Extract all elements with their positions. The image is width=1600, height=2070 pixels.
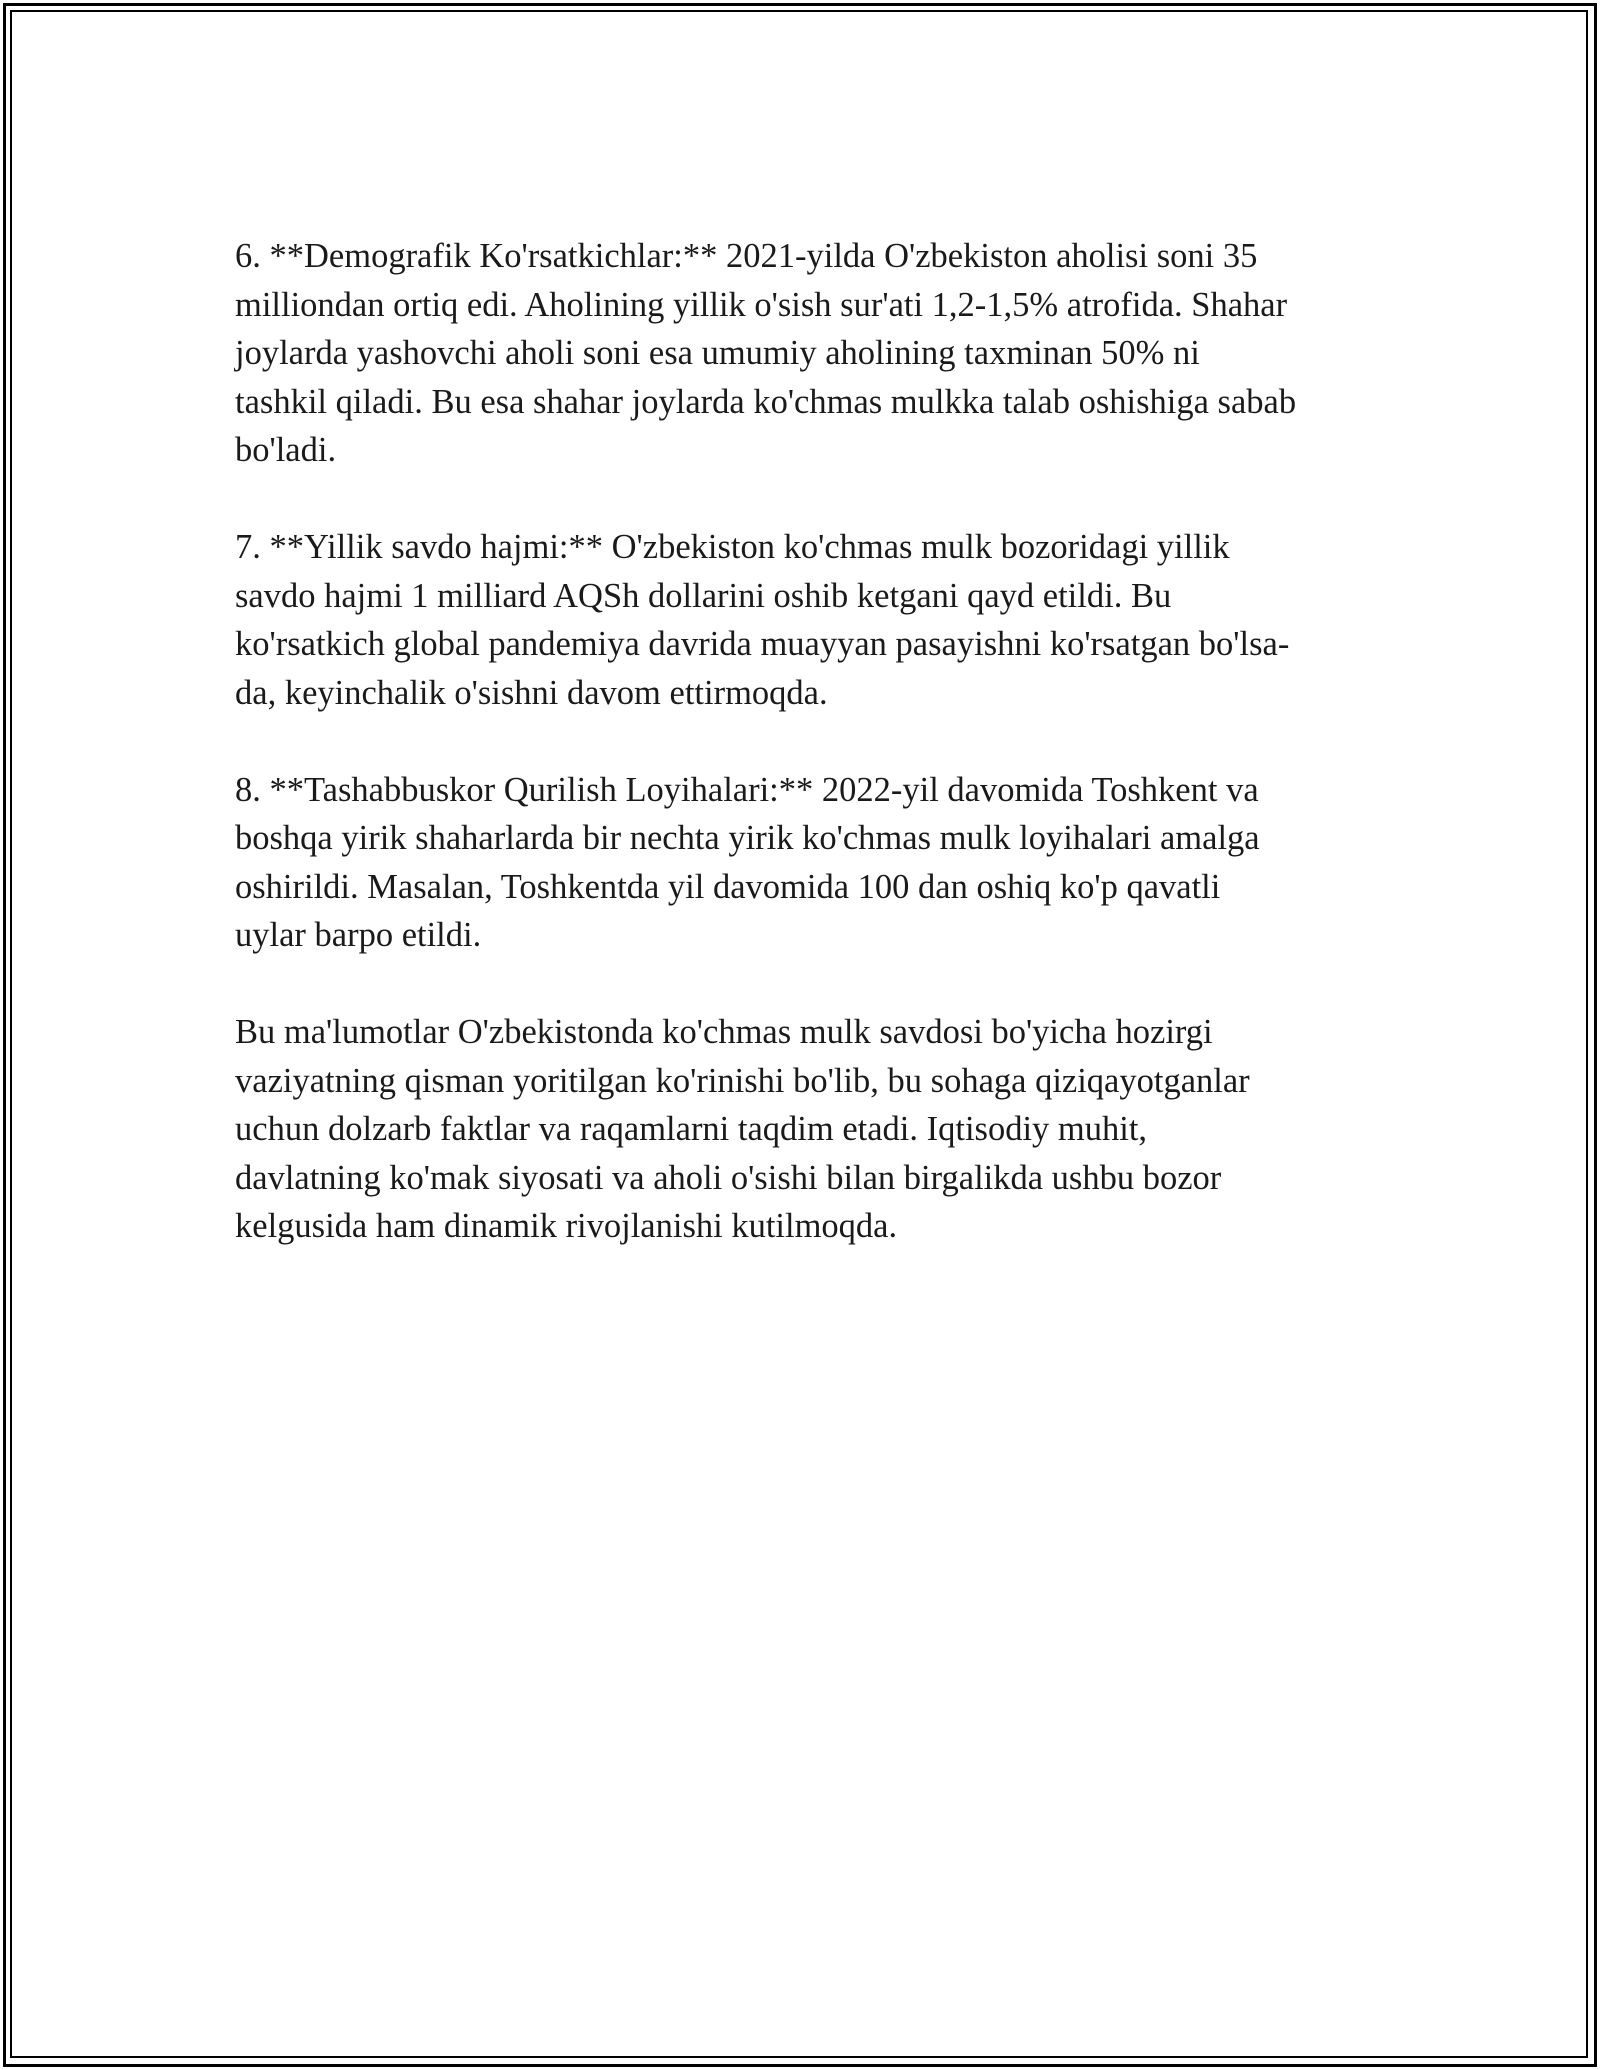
text-line: oshirildi. Masalan, Toshkentda yil davomida 100 dan oshiq ko'p qavatli [235,867,1221,906]
document-body [235,232,1375,1299]
text-line: kelgusida ham dinamik rivojlanishi kutilmoqda. [235,1207,898,1245]
paragraph-conclusion [235,1008,1375,1251]
text-line: 8. **Tashabbuskor Qurilish Loyihalari:** 2022-yil davomida Toshkent va [235,770,1259,809]
text-line: bo'ladi. [235,431,337,469]
text-line: ko'rsatkich global pandemiya davrida muayyan pasayishni ko'rsatgan bo'lsa- [235,625,1290,663]
text-line: vaziyatning qisman yoritilgan ko'rinishi bo'lib, bu sohaga qiziqayotganlar [235,1061,1250,1100]
paragraph-construction-projects [235,766,1375,960]
text-line: uylar barpo etildi. [235,916,482,954]
text-line: davlatning ko'mak siyosati va aholi o'sishi bilan birgalikda ushbu bozor [235,1158,1222,1197]
text-line: joylarda yashovchi aholi soni esa umumiy aholining taxminan 50% ni [235,334,1200,372]
text-line: boshqa yirik shaharlarda bir nechta yirik ko'chmas mulk loyihalari amalga [235,819,1260,857]
text-line: da, keyinchalik o'sishni davom ettirmoqda. [235,673,828,712]
text-line: tashkil qiladi. Bu esa shahar joylarda ko'chmas mulkka talab oshishiga sabab [235,382,1297,421]
text-line: milliondan ortiq edi. Aholining yillik o'sish sur'ati 1,2-1,5% atrofida. Shahar [235,285,1288,324]
paragraph-trade-volume [235,523,1375,717]
paragraph-demographics [235,232,1375,475]
text-line: 7. **Yillik savdo hajmi:** O'zbekiston ko'chmas mulk bozoridagi yillik [235,528,1230,566]
text-line: uchun dolzarb faktlar va raqamlarni taqdim etadi. Iqtisodiy muhit, [235,1110,1148,1148]
text-line: 6. **Demografik Ko'rsatkichlar:** 2021-yilda O'zbekiston aholisi soni 35 [235,237,1258,275]
text-line: savdo hajmi 1 milliard AQSh dollarini oshib ketgani qayd etildi. Bu [235,576,1172,615]
text-line: Bu ma'lumotlar O'zbekistonda ko'chmas mulk savdosi bo'yicha hozirgi [235,1013,1213,1051]
